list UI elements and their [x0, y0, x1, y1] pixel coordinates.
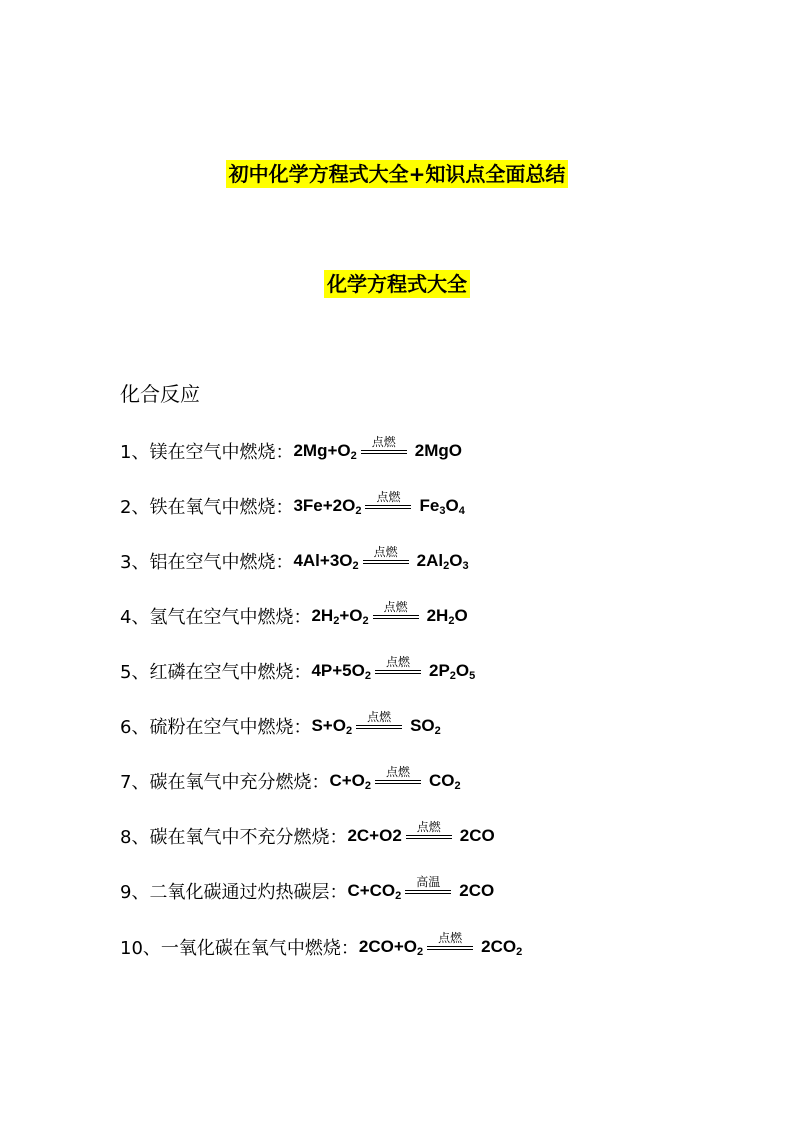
double-line-arrow [363, 560, 409, 564]
products: $SO_2$ [410, 715, 441, 737]
reactants: $2H_2+O_2$ [311, 605, 369, 627]
condition-label: 点燃 [386, 765, 411, 779]
reactants: $4P+5O_2$ [311, 660, 371, 682]
reaction-condition [375, 656, 421, 674]
double-line-arrow [365, 505, 411, 509]
equation-description: 7、碳在氧气中充分燃烧： [120, 772, 330, 793]
condition-label: 点燃 [438, 931, 463, 945]
equation-description: 8、碳在氧气中不充分燃烧： [120, 827, 348, 848]
reaction-condition [427, 932, 473, 950]
reaction-condition [406, 821, 452, 839]
condition-label: 点燃 [416, 820, 441, 834]
equation-row [120, 819, 495, 853]
equation-description: 9、二氧化碳通过灼热碳层： [120, 882, 348, 903]
condition-label: 点燃 [383, 600, 408, 614]
equation-row [120, 930, 522, 964]
products: $2P_2O_5$ [428, 660, 476, 682]
reactants: $4Al+3O_2$ [293, 550, 359, 572]
equation-row [120, 599, 468, 633]
equation-row [120, 764, 461, 798]
equation-row [120, 544, 469, 578]
section-heading: 化合反应 [120, 382, 200, 406]
reaction-condition [405, 876, 451, 894]
condition-label: 点燃 [371, 435, 396, 449]
reactants: $2Mg+O_2$ [293, 440, 357, 462]
equation-description: 2、铁在氧气中燃烧： [120, 497, 294, 518]
reactants: $3Fe+2O_2$ [293, 495, 362, 517]
reaction-condition [356, 711, 402, 729]
condition-label: 点燃 [376, 490, 401, 504]
equation-description: 1、镁在空气中燃烧： [120, 442, 294, 463]
double-line-arrow [427, 946, 473, 950]
products: 2MgO [414, 441, 462, 460]
double-line-arrow [405, 890, 451, 894]
reaction-condition [361, 436, 407, 454]
reactants: $2CO+O_2$ [358, 936, 424, 958]
page-subtitle: 化学方程式大全 [0, 268, 794, 297]
condition-label: 点燃 [367, 710, 392, 724]
equation-row [120, 709, 441, 743]
double-line-arrow [356, 725, 402, 729]
condition-label: 高温 [416, 875, 441, 889]
products: $2Al_2O_3$ [416, 550, 469, 572]
equation-description: 4、氢气在空气中燃烧： [120, 607, 312, 628]
double-line-arrow [406, 835, 452, 839]
equation-description: 5、红磷在空气中燃烧： [120, 662, 312, 683]
reactants: $S+O_2$ [311, 715, 353, 737]
reaction-condition [365, 491, 411, 509]
equation-description: 6、硫粉在空气中燃烧： [120, 717, 312, 738]
reaction-condition [375, 766, 421, 784]
reaction-condition [363, 546, 409, 564]
products: 2CO [459, 826, 495, 845]
reactants: $C+CO_2$ [347, 880, 402, 902]
products: $Fe_3O_4$ [419, 495, 465, 517]
products: $CO_2$ [429, 770, 461, 792]
reactants: 2C+O2 [347, 826, 402, 845]
equation-row [120, 489, 465, 523]
double-line-arrow [375, 670, 421, 674]
products: $2CO_2$ [481, 936, 523, 958]
products: 2CO [459, 881, 495, 900]
equation-description: 10、一氧化碳在氧气中燃烧： [120, 938, 359, 959]
double-line-arrow [361, 450, 407, 454]
equation-row [120, 654, 475, 688]
reactants: $C+O_2$ [329, 770, 372, 792]
double-line-arrow [373, 615, 419, 619]
equation-description: 3、铝在空气中燃烧： [120, 552, 294, 573]
condition-label: 点燃 [385, 655, 410, 669]
page-title: 初中化学方程式大全+知识点全面总结 [0, 158, 794, 187]
products: $2H_2O$ [426, 605, 468, 627]
double-line-arrow [375, 780, 421, 784]
equation-row [120, 874, 494, 908]
equation-row [120, 434, 462, 468]
condition-label: 点燃 [373, 545, 398, 559]
reaction-condition [373, 601, 419, 619]
